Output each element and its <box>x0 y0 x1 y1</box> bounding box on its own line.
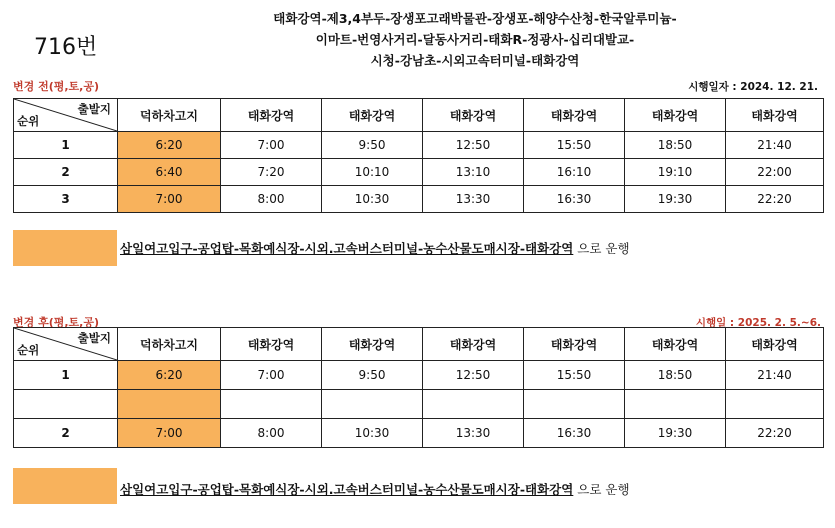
column-header: 태화강역 <box>423 99 524 132</box>
route-line-1: 태화강역-제3,4부두-장생포고래박물관-장생포-해양수산청-한국알루미늄- <box>273 11 677 26</box>
time-cell: 9:50 <box>322 361 423 390</box>
time-cell: 15:50 <box>524 132 625 159</box>
header-corner <box>14 328 118 361</box>
time-cell: 12:50 <box>423 361 524 390</box>
after-legend-text <box>120 480 630 498</box>
table-header-row <box>14 328 824 361</box>
time-cell: 13:30 <box>423 186 524 213</box>
after-effective-date: 시행일 : 2025. 2. 5.~6. <box>695 317 821 329</box>
corner-origin-label: 출발지 <box>77 331 111 345</box>
time-cell: 15:50 <box>524 361 625 390</box>
time-cell <box>524 390 625 419</box>
table-row <box>14 419 824 448</box>
column-header: 덕하차고지 <box>118 99 221 132</box>
table-row-removed <box>14 390 824 419</box>
column-header: 태화강역 <box>625 99 726 132</box>
time-cell: 18:50 <box>625 132 726 159</box>
time-cell: 7:00 <box>221 361 322 390</box>
column-header: 태화강역 <box>221 99 322 132</box>
table-row <box>14 186 824 213</box>
after-legend-suffix: 으로 운행 <box>573 482 630 497</box>
column-header: 태화강역 <box>726 328 824 361</box>
time-cell: 7:00 <box>221 132 322 159</box>
after-timetable <box>13 327 824 448</box>
time-cell: 16:30 <box>524 419 625 448</box>
time-cell: 22:00 <box>726 159 824 186</box>
before-legend-text <box>120 239 630 257</box>
table-row <box>14 361 824 390</box>
route-line-2: 이마트-번영사거리-달동사거리-태화R-정광사-십리대발교- <box>315 32 635 47</box>
row-sequence: 3 <box>14 186 118 213</box>
route-number: 716번 <box>34 35 98 60</box>
before-timetable <box>13 98 824 213</box>
time-cell: 13:30 <box>423 419 524 448</box>
depot-departure-cell: 6:40 <box>118 159 221 186</box>
column-header: 태화강역 <box>625 328 726 361</box>
time-cell: 16:30 <box>524 186 625 213</box>
time-cell <box>221 390 322 419</box>
time-cell: 21:40 <box>726 132 824 159</box>
column-header: 태화강역 <box>322 328 423 361</box>
time-cell: 19:30 <box>625 186 726 213</box>
column-header: 태화강역 <box>524 99 625 132</box>
route-stops <box>240 8 710 71</box>
table-header-row <box>14 99 824 132</box>
after-legend-route: 삼일여고입구-공업탑-목화예식장-시외.고속버스터미널-농수산물도매시장-태화강역 <box>120 482 574 497</box>
time-cell: 10:10 <box>322 159 423 186</box>
time-cell: 12:50 <box>423 132 524 159</box>
route-line-3: 시청-강남초-시외고속터미널-태화강역 <box>370 53 580 68</box>
before-legend-swatch <box>13 230 117 266</box>
column-header: 태화강역 <box>524 328 625 361</box>
depot-departure-cell: 7:00 <box>118 419 221 448</box>
time-cell: 8:00 <box>221 419 322 448</box>
time-cell: 19:30 <box>625 419 726 448</box>
column-header: 태화강역 <box>726 99 824 132</box>
header-corner <box>14 99 118 132</box>
row-sequence: 2 <box>14 159 118 186</box>
depot-departure-cell <box>118 390 221 419</box>
time-cell: 21:40 <box>726 361 824 390</box>
column-header: 덕하차고지 <box>118 328 221 361</box>
time-cell: 18:50 <box>625 361 726 390</box>
time-cell: 7:20 <box>221 159 322 186</box>
before-effective-date: 시행일자 : 2024. 12. 21. <box>688 81 818 93</box>
time-cell: 19:10 <box>625 159 726 186</box>
row-sequence: 2 <box>14 419 118 448</box>
row-sequence <box>14 390 118 419</box>
time-cell: 13:10 <box>423 159 524 186</box>
time-cell <box>726 390 824 419</box>
column-header: 태화강역 <box>221 328 322 361</box>
before-section-label: 변경 전(평,토,공) <box>13 80 99 93</box>
time-cell: 8:00 <box>221 186 322 213</box>
time-cell <box>322 390 423 419</box>
time-cell: 22:20 <box>726 186 824 213</box>
table-row <box>14 159 824 186</box>
time-cell: 9:50 <box>322 132 423 159</box>
after-legend-swatch <box>13 468 117 504</box>
before-legend-suffix: 으로 운행 <box>573 241 630 256</box>
corner-origin-label: 출발지 <box>77 102 111 116</box>
column-header: 태화강역 <box>423 328 524 361</box>
corner-seq-label: 순위 <box>17 343 40 357</box>
time-cell <box>625 390 726 419</box>
table-row <box>14 132 824 159</box>
time-cell <box>423 390 524 419</box>
after-section-label: 변경 후(평,토,공) <box>13 316 99 329</box>
depot-departure-cell: 6:20 <box>118 361 221 390</box>
row-sequence: 1 <box>14 361 118 390</box>
before-legend-route: 삼일여고입구-공업탑-목화예식장-시외.고속버스터미널-농수산물도매시장-태화강역 <box>120 241 574 256</box>
time-cell: 16:10 <box>524 159 625 186</box>
time-cell: 10:30 <box>322 186 423 213</box>
time-cell: 10:30 <box>322 419 423 448</box>
corner-seq-label: 순위 <box>17 114 40 128</box>
row-sequence: 1 <box>14 132 118 159</box>
depot-departure-cell: 6:20 <box>118 132 221 159</box>
depot-departure-cell: 7:00 <box>118 186 221 213</box>
time-cell: 22:20 <box>726 419 824 448</box>
column-header: 태화강역 <box>322 99 423 132</box>
